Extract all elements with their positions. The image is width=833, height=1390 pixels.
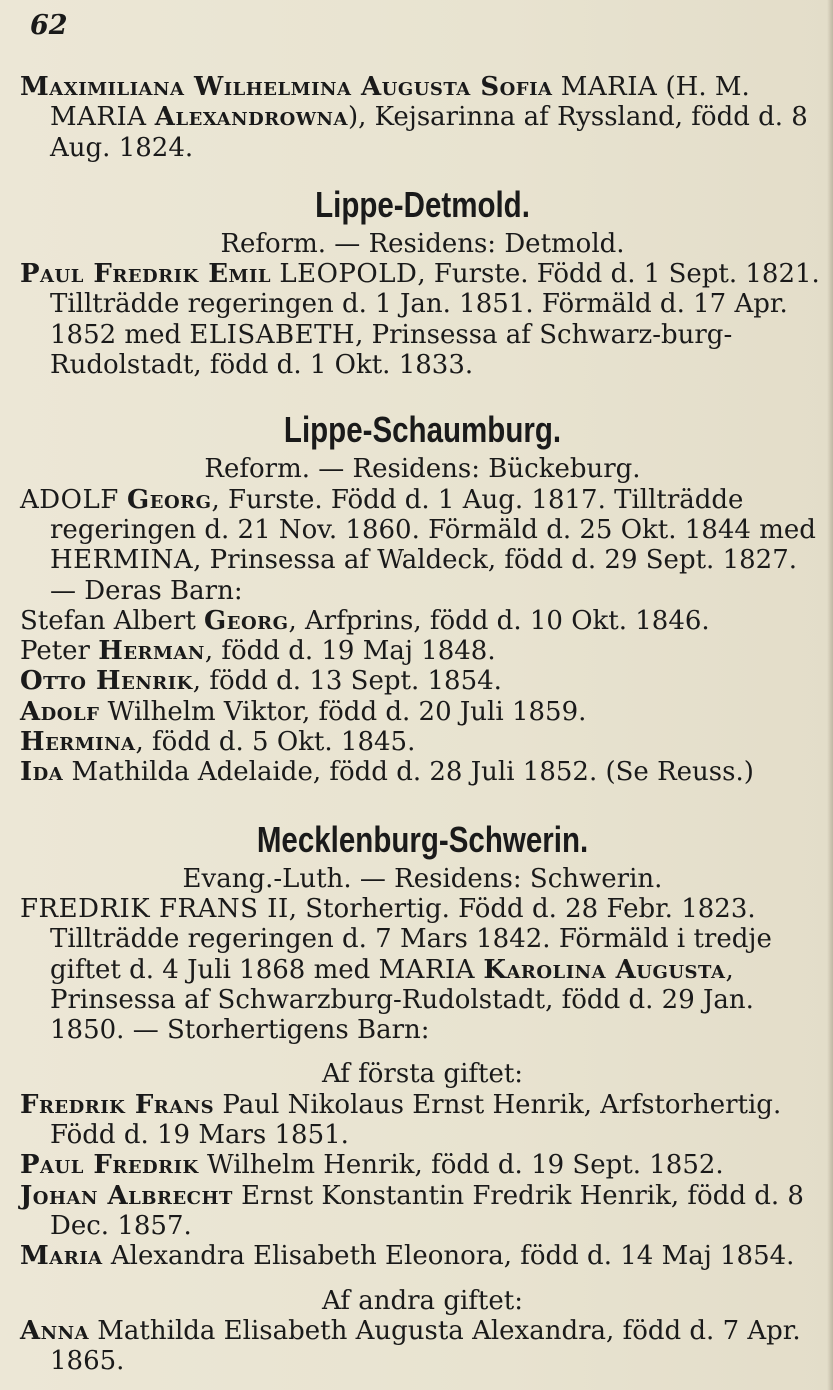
marriage-subheading: Af andra giftet: [322, 1285, 523, 1316]
list-item: Stefan Albert Georg, Arfprins, född d. 10 Okt. 1846. [20, 605, 710, 636]
section-subtitle: Evang.-Luth. — Residens: Schwerin. [182, 863, 663, 894]
entry-leopold [20, 259, 825, 380]
name-smallcaps: Hermina [20, 727, 136, 758]
list-item: Anna Mathilda Elisabeth Augusta Alexandra, född d. 7 Apr. 1865. [20, 1315, 801, 1377]
entry-fredrik-frans [20, 894, 825, 1045]
list-item: Paul Fredrik Wilhelm Henrik, född d. 19 Sept. 1852. [20, 1150, 724, 1181]
name-smallcaps: Paul Fredrik Emil [20, 259, 272, 290]
name-smallcaps: Adolf [20, 696, 100, 727]
entry-text: , Storhertig. Född d. 28 Febr. 1823. Tillträdde regeringen d. 7 Mars 1842. Förmäld i tredje giftet d. 4 Juli 1868 med [50, 893, 772, 985]
name-smallcaps: Georg [127, 484, 212, 515]
entry-adolf [20, 485, 825, 606]
name-smallcaps: Ida [20, 757, 64, 788]
entry-text: , Prinsessa af Schwarz-burg-Rudolstadt, född d. 1 Okt. 1833. [50, 319, 733, 381]
entry-text: , Furste. Född d. 1 Sept. 1821. Tillträdde regeringen d. 1 Jan. 1851. Förmäld d. 17 Apr. 1852 med [50, 259, 820, 350]
list-item: Ida Mathilda Adelaide, född d. 28 Juli 1852. (Se Reuss.) [20, 757, 754, 788]
name-smallcaps: Georg [204, 605, 289, 636]
name-caps: MARIA [560, 72, 658, 102]
entry-maximiliana [20, 72, 825, 163]
page-number: 62 [30, 10, 68, 41]
name-smallcaps: Anna [20, 1315, 90, 1346]
name-smallcaps: Maximiliana Wilhelmina Augusta Sofia [20, 72, 553, 102]
entry-text: , Prinsessa af Schwarzburg-Rudolstadt, född d. 29 Jan. 1850. — Storhertigens Barn: [50, 954, 754, 1046]
section-heading-mecklenburg-schwerin: Mecklenburg-Schwerin. [256, 818, 589, 860]
entry-text: , Furste. Född d. 1 Aug. 1817. Tillträdde regeringen d. 21 Nov. 1860. Förmäld d. 25 Okt. 1844 med [50, 484, 816, 545]
name-smallcaps: Fredrik Frans [20, 1089, 215, 1120]
name-caps: ELISABETH [189, 319, 356, 350]
name-caps: FREDRIK FRANS II [20, 893, 289, 924]
content [20, 72, 825, 1376]
entry-text: , Prinsessa af Waldeck, född d. 29 Sept. 1827. — Deras Barn: [50, 545, 797, 606]
name-caps: MARIA [378, 954, 476, 985]
list-item: Hermina, född d. 5 Okt. 1845. [20, 727, 416, 758]
list-item: Peter Herman, född d. 19 Maj 1848. [20, 636, 496, 667]
marriage-subheading: Af första giftet: [321, 1059, 524, 1090]
name-smallcaps: Herman [98, 636, 205, 667]
name-smallcaps: Otto Henrik [20, 666, 193, 697]
name-caps: ADOLF [20, 484, 119, 515]
name-smallcaps: Johan Albrecht [20, 1180, 233, 1211]
list-item: Maria Alexandra Elisabeth Eleonora, född d. 14 Maj 1854. [20, 1241, 795, 1272]
name-caps: LEOPOLD [279, 259, 418, 290]
section-heading-lippe-schaumburg: Lippe-Schaumburg. [283, 409, 562, 451]
list-item: Fredrik Frans Paul Nikolaus Ernst Henrik, Arfstorhertig. Född d. 19 Mars 1851. [20, 1089, 782, 1151]
name-smallcaps: Karolina Augusta [483, 954, 726, 985]
entry-text: ), Kejsarinna af Ryssland, född d. 8 Aug. 1824. [50, 102, 808, 163]
list-item: Adolf Wilhelm Viktor, född d. 20 Juli 1859. [20, 696, 587, 727]
entry-text: (H. M. [657, 72, 750, 102]
page-edge [827, 0, 833, 1390]
list-item: Johan Albrecht Ernst Konstantin Fredrik Henrik, född d. 8 Dec. 1857. [20, 1180, 804, 1241]
name-smallcaps: Maria [20, 1241, 103, 1272]
name-caps: HERMINA [50, 545, 194, 576]
section-heading-lippe-detmold: Lippe-Detmold. [315, 183, 530, 225]
section-subtitle: Reform. — Residens: Detmold. [220, 228, 625, 259]
section-subtitle: Reform. — Residens: Bückeburg. [204, 454, 641, 485]
name-caps: MARIA [50, 102, 147, 133]
name-smallcaps: Alexandrowna [154, 102, 348, 133]
list-item: Otto Henrik, född d. 13 Sept. 1854. [20, 666, 502, 697]
name-smallcaps: Paul Fredrik [20, 1150, 199, 1181]
